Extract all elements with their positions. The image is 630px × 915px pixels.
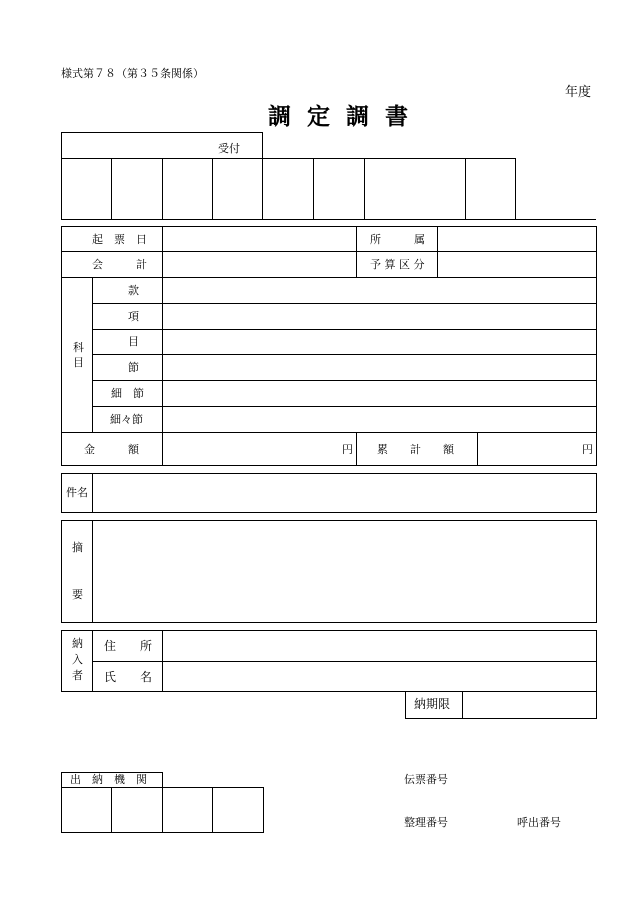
cumulative-unit: 円 [582,443,593,456]
subject-item-setsu: 節 [128,361,139,374]
due-date-label: 納期限 [414,697,451,711]
subject-item-kou: 項 [128,310,139,323]
form-number: 様式第７８（第３５条関係） [61,67,204,80]
fiscal-year-label: 年度 [565,85,592,100]
call-number-label: 呼出番号 [517,816,561,829]
subject-group-label: 科目 [73,341,84,369]
amount-unit: 円 [342,443,353,456]
case-name-label: 件名 [66,486,88,499]
page-title: 調 定 調 書 [268,104,413,130]
slip-number-label: 伝票番号 [404,773,448,786]
summary-label-top: 摘 [72,541,83,554]
payer-address-label: 住 所 [104,639,153,653]
account-label: 会 計 [92,258,147,271]
subject-item-kan: 款 [128,284,139,297]
subject-item-saisetsu: 細 節 [111,387,144,400]
cumulative-label: 累 計 額 [377,443,454,456]
budget-division-label: 予 算 区 分 [370,258,425,271]
payer-group-label: 納入者 [72,637,83,682]
reception-label: 受付 [218,142,240,155]
draft-date-label: 起 票 日 [92,233,147,246]
department-label: 所 属 [370,233,425,246]
reference-number-label: 整理番号 [404,816,448,829]
amount-label: 金 額 [84,443,139,456]
subject-item-moku: 目 [128,335,139,348]
subject-item-saisaisetsu: 細々節 [110,413,143,426]
payer-name-label: 氏 名 [104,670,153,684]
treasury-label: 出 納 機 関 [70,773,147,786]
summary-label-bottom: 要 [72,588,83,601]
